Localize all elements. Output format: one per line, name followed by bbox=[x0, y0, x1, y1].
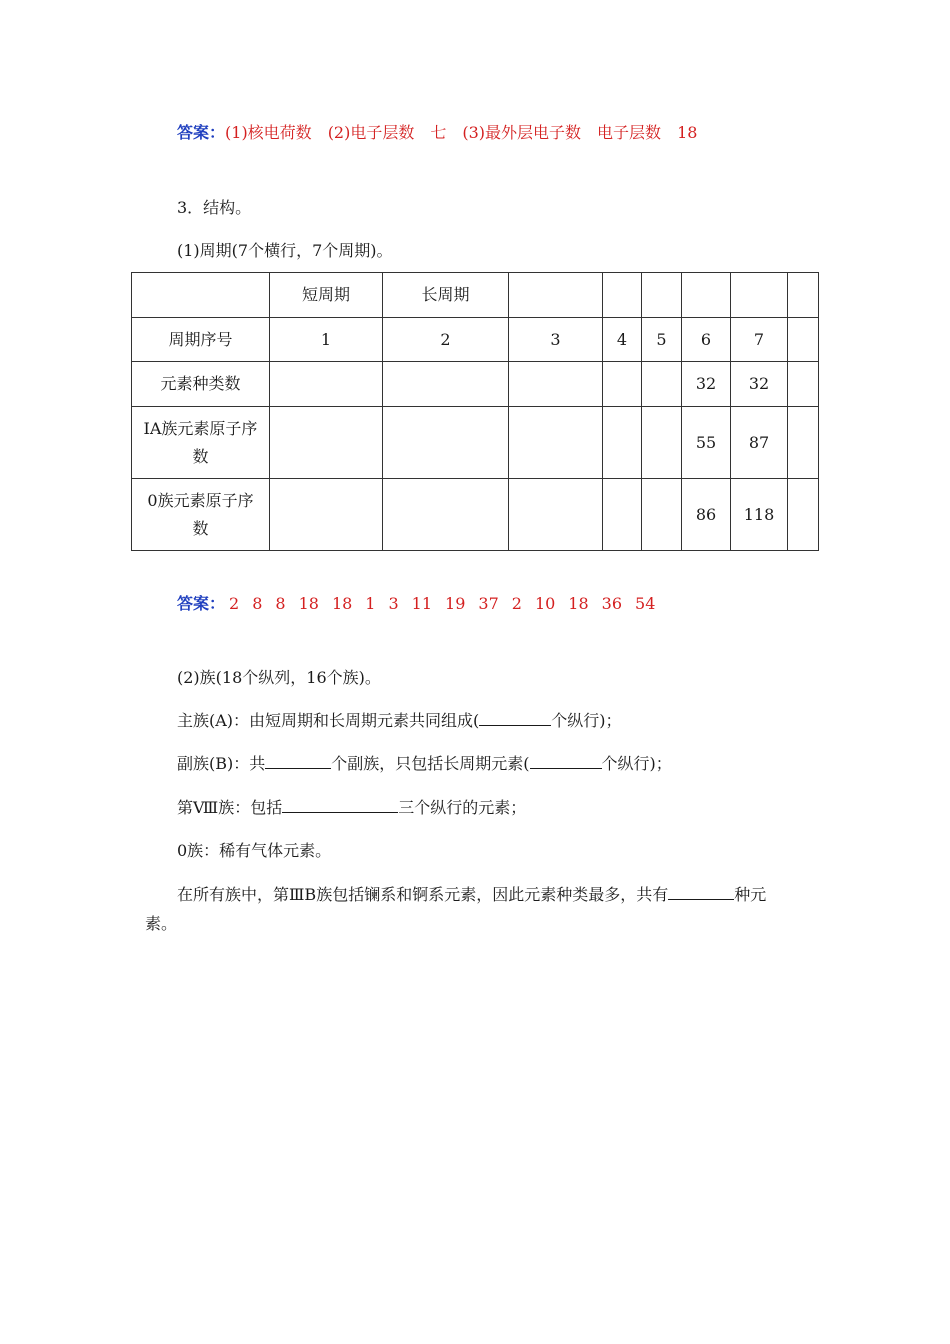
table-header-long-period: 长周期 bbox=[383, 273, 509, 318]
answer-value: 37 bbox=[478, 594, 499, 613]
sub-group-line bbox=[177, 752, 672, 776]
sub-group-text-end: 个纵行)； bbox=[601, 754, 672, 773]
answer-value: 8 bbox=[252, 594, 263, 613]
table-cell bbox=[642, 479, 682, 551]
answer-value: 2 bbox=[229, 594, 240, 613]
periods-caption: (1)周期(7个横行，7个周期)。 bbox=[177, 241, 393, 260]
answer-value: 36 bbox=[601, 594, 623, 613]
main-group-line bbox=[177, 709, 622, 733]
answer-value: 54 bbox=[635, 594, 656, 613]
table-cell: 6 bbox=[682, 318, 731, 362]
answer-value: 2 bbox=[511, 594, 522, 613]
answer-value: 1 bbox=[365, 594, 376, 613]
table-cell bbox=[603, 362, 642, 407]
table-cell bbox=[788, 318, 819, 362]
table-cell bbox=[383, 407, 509, 479]
table-cell: 118 bbox=[731, 479, 788, 551]
table-cell bbox=[642, 273, 682, 318]
answer-value: 10 bbox=[534, 594, 556, 613]
answer-item: (1)核电荷数 bbox=[225, 123, 312, 142]
summary-text: 在所有族中，第ⅢB族包括镧系和锕系元素，因此元素种类最多，共有 bbox=[177, 885, 669, 904]
table-cell bbox=[509, 362, 603, 407]
table-cell bbox=[603, 407, 642, 479]
table-cell bbox=[383, 479, 509, 551]
group-viii-text-end: 三个纵行的元素； bbox=[398, 798, 527, 817]
sub-group-text-mid: 个副族，只包括长周期元素( bbox=[331, 754, 530, 773]
row-label-text: ⅠA族元素原子序数 bbox=[143, 418, 258, 466]
answer-line-1 bbox=[177, 121, 697, 145]
row-label: 元素种类数 bbox=[132, 362, 270, 407]
table-header-short-period: 短周期 bbox=[270, 273, 383, 318]
row-label: 周期序号 bbox=[132, 318, 270, 362]
answer-line-2 bbox=[177, 592, 655, 616]
group-zero-line: 0族：稀有气体元素。 bbox=[177, 841, 332, 860]
table-cell bbox=[682, 273, 731, 318]
main-group-text: 主族(A)：由短周期和长周期元素共同组成( bbox=[177, 711, 480, 730]
table-cell bbox=[270, 407, 383, 479]
answer-value: 18 bbox=[568, 594, 589, 613]
table-cell: 86 bbox=[682, 479, 731, 551]
periods-table bbox=[131, 272, 819, 551]
row-label bbox=[132, 479, 270, 551]
answer-label: 答案： bbox=[177, 594, 226, 613]
summary-line-1 bbox=[177, 883, 766, 907]
table-cell bbox=[270, 362, 383, 407]
table-cell: 55 bbox=[682, 407, 731, 479]
groups-caption: (2)族(18个纵列，16个族)。 bbox=[177, 668, 381, 687]
table-cell bbox=[642, 362, 682, 407]
table-cell: 32 bbox=[731, 362, 788, 407]
answer-item: (3)最外层电子数 bbox=[462, 123, 582, 142]
section-3-title: 3．结构。 bbox=[177, 198, 252, 217]
table-cell bbox=[788, 362, 819, 407]
table-cell bbox=[731, 273, 788, 318]
answer-item: 七 bbox=[430, 123, 447, 142]
summary-text-end: 种元 bbox=[734, 885, 767, 904]
table-row bbox=[132, 479, 819, 551]
answer-item: (2)电子层数 bbox=[327, 123, 415, 142]
table-cell: 87 bbox=[731, 407, 788, 479]
answer-value: 18 bbox=[298, 594, 319, 613]
table-cell bbox=[383, 362, 509, 407]
table-cell: 2 bbox=[383, 318, 509, 362]
table-row bbox=[132, 407, 819, 479]
table-cell bbox=[788, 407, 819, 479]
table-cell bbox=[603, 479, 642, 551]
fill-blank bbox=[265, 752, 331, 769]
answer-values bbox=[225, 594, 655, 613]
row-label-text: 0族元素原子序数 bbox=[147, 490, 254, 538]
table-cell bbox=[270, 479, 383, 551]
answer-value: 11 bbox=[411, 594, 433, 613]
table-cell: 7 bbox=[731, 318, 788, 362]
fill-blank bbox=[530, 752, 602, 769]
table-cell bbox=[509, 407, 603, 479]
main-group-text-end: 个纵行)； bbox=[551, 711, 622, 730]
table-cell: 1 bbox=[270, 318, 383, 362]
table-row bbox=[132, 362, 819, 407]
table-cell: 4 bbox=[603, 318, 642, 362]
group-viii-text: 第Ⅷ族：包括 bbox=[177, 798, 283, 817]
table-cell bbox=[642, 407, 682, 479]
summary-line-2: 素。 bbox=[145, 914, 178, 933]
answer-value: 18 bbox=[331, 594, 353, 613]
table-cell bbox=[788, 479, 819, 551]
table-cell: 3 bbox=[509, 318, 603, 362]
table-cell bbox=[509, 479, 603, 551]
table-cell bbox=[132, 273, 270, 318]
group-viii-line bbox=[177, 796, 526, 820]
table-cell: 5 bbox=[642, 318, 682, 362]
answer-label: 答案： bbox=[177, 123, 226, 142]
answer-item: 18 bbox=[677, 123, 698, 142]
table-cell bbox=[509, 273, 603, 318]
fill-blank bbox=[479, 709, 551, 726]
table-cell bbox=[788, 273, 819, 318]
answer-value: 19 bbox=[445, 594, 466, 613]
answer-value: 8 bbox=[275, 594, 286, 613]
table-cell bbox=[603, 273, 642, 318]
answer-item: 电子层数 bbox=[597, 123, 662, 142]
fill-blank bbox=[668, 883, 734, 900]
answer-value: 3 bbox=[388, 594, 399, 613]
table-cell: 32 bbox=[682, 362, 731, 407]
table-header-row bbox=[132, 273, 819, 318]
row-label bbox=[132, 407, 270, 479]
sub-group-text: 副族(B)：共 bbox=[177, 754, 266, 773]
fill-blank bbox=[282, 796, 398, 813]
table-row bbox=[132, 318, 819, 362]
